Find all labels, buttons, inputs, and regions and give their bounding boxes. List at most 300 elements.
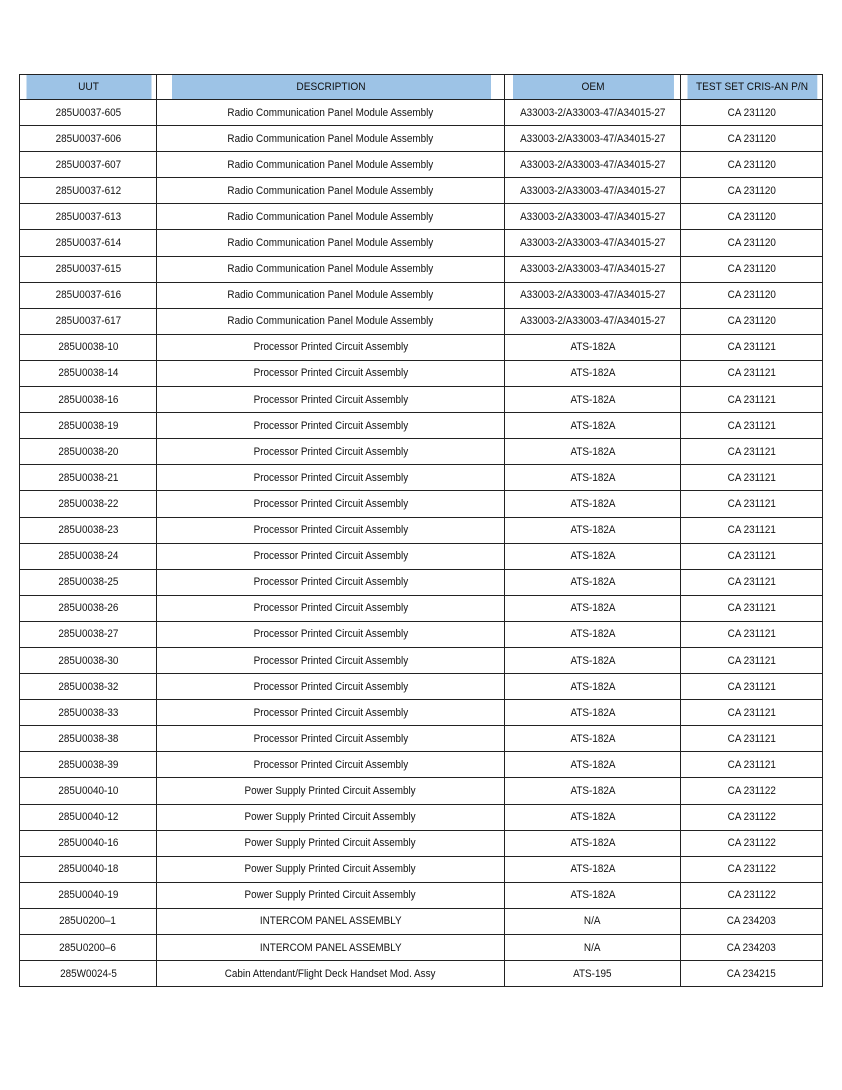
cell-description-text: Processor Printed Circuit Assembly xyxy=(253,628,408,641)
cell-oem-text: A33003-2/A33003-47/A34015-27 xyxy=(519,132,666,145)
cell-uut xyxy=(20,204,157,230)
cell-uut xyxy=(20,360,157,386)
table-row xyxy=(20,204,823,230)
cell-oem xyxy=(505,543,681,569)
cell-test-set-text: CA 231121 xyxy=(727,732,776,745)
cell-test-set-text: CA 231121 xyxy=(727,654,776,667)
table-row xyxy=(20,465,823,491)
table-row xyxy=(20,334,823,360)
cell-test-set xyxy=(681,804,823,830)
cell-test-set-text: CA 231120 xyxy=(727,158,776,171)
cell-description xyxy=(157,961,505,987)
cell-oem xyxy=(505,595,681,621)
cell-test-set-text: CA 231122 xyxy=(727,784,776,797)
cell-oem xyxy=(505,569,681,595)
cell-test-set xyxy=(681,308,823,334)
cell-test-set-text: CA 231120 xyxy=(727,315,776,328)
cell-test-set-text: CA 231121 xyxy=(727,471,776,484)
cell-oem-text: N/A xyxy=(584,941,601,954)
header-description: DESCRIPTION xyxy=(170,75,490,100)
cell-uut-text: 285U0038-30 xyxy=(57,654,118,667)
cell-test-set xyxy=(681,100,823,126)
cell-description-text: Radio Communication Panel Module Assembly xyxy=(227,315,434,328)
cell-oem-text: N/A xyxy=(584,915,601,928)
cell-uut-text: 285U0038-25 xyxy=(57,576,118,589)
cell-uut-text: 285W0024-5 xyxy=(59,967,117,980)
cell-test-set-text: CA 231122 xyxy=(727,811,776,824)
cell-uut xyxy=(20,961,157,987)
cell-description xyxy=(157,178,505,204)
cell-oem-text: ATS-182A xyxy=(570,628,615,641)
cell-oem xyxy=(505,517,681,543)
cell-uut xyxy=(20,908,157,934)
cell-uut xyxy=(20,856,157,882)
cell-oem xyxy=(505,256,681,282)
cell-description-text: Radio Communication Panel Module Assembly xyxy=(227,289,434,302)
cell-description xyxy=(157,256,505,282)
table-row xyxy=(20,752,823,778)
cell-description xyxy=(157,935,505,961)
cell-uut-text: 285U0038-10 xyxy=(57,341,118,354)
cell-oem-text: ATS-182A xyxy=(570,393,615,406)
table-row xyxy=(20,700,823,726)
table-row xyxy=(20,778,823,804)
cell-oem-text: ATS-182A xyxy=(570,863,615,876)
cell-description-text: Processor Printed Circuit Assembly xyxy=(253,758,408,771)
cell-description-text: Processor Printed Circuit Assembly xyxy=(253,419,408,432)
cell-test-set-text: CA 231121 xyxy=(727,550,776,563)
table-row xyxy=(20,569,823,595)
cell-uut xyxy=(20,439,157,465)
table-row xyxy=(20,647,823,673)
cell-description-text: Processor Printed Circuit Assembly xyxy=(253,393,408,406)
cell-oem xyxy=(505,804,681,830)
cell-description-text: Radio Communication Panel Module Assembly xyxy=(227,237,434,250)
cell-oem-text: A33003-2/A33003-47/A34015-27 xyxy=(519,158,666,171)
cell-oem-text: A33003-2/A33003-47/A34015-27 xyxy=(519,210,666,223)
cell-oem-text: A33003-2/A33003-47/A34015-27 xyxy=(519,237,666,250)
cell-uut-text: 285U0038-19 xyxy=(57,419,118,432)
cell-description xyxy=(157,830,505,856)
cell-test-set xyxy=(681,674,823,700)
cell-uut xyxy=(20,126,157,152)
cell-description xyxy=(157,152,505,178)
header-test-set: TEST SET CRIS-AN P/N xyxy=(686,75,817,100)
cell-oem xyxy=(505,204,681,230)
table-row xyxy=(20,152,823,178)
cell-uut xyxy=(20,882,157,908)
cell-uut-text: 285U0037-617 xyxy=(55,315,121,328)
table-row xyxy=(20,830,823,856)
cell-test-set xyxy=(681,726,823,752)
cell-test-set xyxy=(681,256,823,282)
cell-description-text: Processor Printed Circuit Assembly xyxy=(253,706,408,719)
table-row xyxy=(20,517,823,543)
cell-test-set-text: CA 231122 xyxy=(727,837,776,850)
header-oem: OEM xyxy=(512,75,674,100)
table-row xyxy=(20,726,823,752)
cell-description xyxy=(157,387,505,413)
cell-description-text: Power Supply Printed Circuit Assembly xyxy=(244,837,417,850)
cell-oem-text: ATS-182A xyxy=(570,732,615,745)
cell-uut xyxy=(20,778,157,804)
cell-uut-text: 285U0040-10 xyxy=(57,784,118,797)
cell-uut-text: 285U0040-12 xyxy=(57,811,118,824)
cell-oem-text: ATS-182A xyxy=(570,445,615,458)
cell-uut xyxy=(20,178,157,204)
cell-oem xyxy=(505,387,681,413)
cell-oem xyxy=(505,674,681,700)
cell-test-set-text: CA 231121 xyxy=(727,445,776,458)
cell-uut xyxy=(20,830,157,856)
cell-uut-text: 285U0200–1 xyxy=(59,915,117,928)
cell-description xyxy=(157,882,505,908)
cell-oem-text: ATS-182A xyxy=(570,811,615,824)
cell-test-set xyxy=(681,491,823,517)
cell-test-set-text: CA 231120 xyxy=(727,237,776,250)
cell-test-set xyxy=(681,778,823,804)
cell-description xyxy=(157,360,505,386)
table-row xyxy=(20,621,823,647)
cell-description xyxy=(157,282,505,308)
cell-uut xyxy=(20,700,157,726)
table-row xyxy=(20,882,823,908)
cell-uut xyxy=(20,543,157,569)
cell-oem xyxy=(505,830,681,856)
cell-oem xyxy=(505,856,681,882)
test-set-table xyxy=(19,74,823,987)
table-row xyxy=(20,935,823,961)
cell-oem xyxy=(505,908,681,934)
cell-description-text: Radio Communication Panel Module Assembly xyxy=(227,106,434,119)
table-row xyxy=(20,100,823,126)
cell-uut-text: 285U0038-32 xyxy=(57,680,118,693)
cell-uut-text: 285U0038-14 xyxy=(57,367,118,380)
cell-oem-text: A33003-2/A33003-47/A34015-27 xyxy=(519,106,666,119)
cell-uut xyxy=(20,491,157,517)
cell-oem-text: ATS-182A xyxy=(570,706,615,719)
cell-oem xyxy=(505,230,681,256)
cell-description-text: Processor Printed Circuit Assembly xyxy=(253,497,408,510)
cell-uut-text: 285U0037-613 xyxy=(55,210,121,223)
cell-oem xyxy=(505,935,681,961)
cell-uut xyxy=(20,230,157,256)
cell-uut-text: 285U0038-23 xyxy=(57,524,118,537)
cell-description-text: Processor Printed Circuit Assembly xyxy=(253,471,408,484)
cell-test-set xyxy=(681,204,823,230)
cell-oem-text: ATS-195 xyxy=(573,967,612,980)
cell-description-text: INTERCOM PANEL ASSEMBLY xyxy=(259,941,402,954)
cell-uut-text: 285U0038-39 xyxy=(57,758,118,771)
cell-test-set xyxy=(681,439,823,465)
cell-oem-text: A33003-2/A33003-47/A34015-27 xyxy=(519,289,666,302)
cell-test-set-text: CA 231121 xyxy=(727,628,776,641)
table-row xyxy=(20,595,823,621)
cell-oem xyxy=(505,961,681,987)
cell-description-text: Power Supply Printed Circuit Assembly xyxy=(244,863,417,876)
cell-test-set xyxy=(681,282,823,308)
cell-test-set xyxy=(681,569,823,595)
cell-description xyxy=(157,100,505,126)
cell-description-text: Radio Communication Panel Module Assembly xyxy=(227,132,434,145)
cell-uut-text: 285U0037-605 xyxy=(55,106,121,119)
cell-test-set-text: CA 234215 xyxy=(727,967,776,980)
cell-oem-text: ATS-182A xyxy=(570,471,615,484)
cell-test-set-text: CA 231121 xyxy=(727,341,776,354)
cell-description-text: Processor Printed Circuit Assembly xyxy=(253,732,408,745)
cell-test-set-text: CA 231121 xyxy=(727,367,776,380)
cell-test-set-text: CA 231120 xyxy=(727,184,776,197)
cell-test-set xyxy=(681,334,823,360)
cell-description xyxy=(157,569,505,595)
cell-oem-text: A33003-2/A33003-47/A34015-27 xyxy=(519,184,666,197)
cell-description xyxy=(157,543,505,569)
cell-description xyxy=(157,856,505,882)
cell-description-text: Processor Printed Circuit Assembly xyxy=(253,576,408,589)
cell-test-set xyxy=(681,700,823,726)
cell-oem xyxy=(505,178,681,204)
cell-oem-text: ATS-182A xyxy=(570,654,615,667)
cell-description xyxy=(157,334,505,360)
cell-test-set xyxy=(681,543,823,569)
cell-description-text: Radio Communication Panel Module Assembly xyxy=(227,158,434,171)
cell-oem-text: ATS-182A xyxy=(570,680,615,693)
table-row xyxy=(20,360,823,386)
cell-description xyxy=(157,752,505,778)
cell-uut-text: 285U0038-22 xyxy=(57,497,118,510)
cell-test-set xyxy=(681,908,823,934)
cell-description xyxy=(157,700,505,726)
cell-test-set-text: CA 231122 xyxy=(727,889,776,902)
cell-description-text: Cabin Attendant/Flight Deck Handset Mod. Assy xyxy=(225,967,436,980)
cell-description-text: INTERCOM PANEL ASSEMBLY xyxy=(259,915,402,928)
table-row xyxy=(20,961,823,987)
table-row xyxy=(20,804,823,830)
cell-description xyxy=(157,517,505,543)
cell-test-set-text: CA 231121 xyxy=(727,497,776,510)
cell-test-set xyxy=(681,465,823,491)
cell-uut-text: 285U0040-19 xyxy=(57,889,118,902)
cell-uut xyxy=(20,935,157,961)
cell-description-text: Processor Printed Circuit Assembly xyxy=(253,680,408,693)
cell-oem-text: A33003-2/A33003-47/A34015-27 xyxy=(519,315,666,328)
cell-test-set xyxy=(681,178,823,204)
cell-oem xyxy=(505,726,681,752)
cell-test-set xyxy=(681,387,823,413)
table-row xyxy=(20,491,823,517)
table-body xyxy=(20,100,823,987)
cell-description-text: Radio Communication Panel Module Assembly xyxy=(227,210,434,223)
cell-oem xyxy=(505,882,681,908)
cell-uut xyxy=(20,308,157,334)
cell-description xyxy=(157,126,505,152)
cell-oem xyxy=(505,152,681,178)
cell-uut-text: 285U0038-26 xyxy=(57,602,118,615)
cell-test-set xyxy=(681,517,823,543)
cell-description-text: Processor Printed Circuit Assembly xyxy=(253,524,408,537)
cell-uut xyxy=(20,282,157,308)
cell-test-set-text: CA 231120 xyxy=(727,263,776,276)
cell-oem xyxy=(505,778,681,804)
cell-oem-text: ATS-182A xyxy=(570,889,615,902)
cell-test-set-text: CA 231120 xyxy=(727,132,776,145)
cell-oem xyxy=(505,282,681,308)
cell-test-set-text: CA 234203 xyxy=(727,915,776,928)
cell-description xyxy=(157,778,505,804)
cell-uut xyxy=(20,152,157,178)
cell-description-text: Processor Printed Circuit Assembly xyxy=(253,602,408,615)
cell-description-text: Power Supply Printed Circuit Assembly xyxy=(244,784,417,797)
cell-test-set-text: CA 231121 xyxy=(727,393,776,406)
cell-oem-text: ATS-182A xyxy=(570,550,615,563)
cell-oem-text: ATS-182A xyxy=(570,576,615,589)
cell-description-text: Processor Printed Circuit Assembly xyxy=(253,367,408,380)
cell-uut-text: 285U0040-18 xyxy=(57,863,118,876)
cell-uut xyxy=(20,726,157,752)
cell-oem-text: ATS-182A xyxy=(570,524,615,537)
cell-description xyxy=(157,439,505,465)
cell-uut-text: 285U0038-27 xyxy=(57,628,118,641)
cell-uut xyxy=(20,804,157,830)
cell-oem-text: ATS-182A xyxy=(570,784,615,797)
cell-uut-text: 285U0040-16 xyxy=(57,837,118,850)
cell-oem xyxy=(505,621,681,647)
cell-oem xyxy=(505,334,681,360)
cell-oem-text: ATS-182A xyxy=(570,367,615,380)
cell-description-text: Processor Printed Circuit Assembly xyxy=(253,550,408,563)
table-row xyxy=(20,230,823,256)
cell-uut-text: 285U0038-38 xyxy=(57,732,118,745)
cell-uut xyxy=(20,647,157,673)
cell-oem-text: ATS-182A xyxy=(570,602,615,615)
cell-test-set-text: CA 231121 xyxy=(727,524,776,537)
table-row xyxy=(20,282,823,308)
cell-test-set-text: CA 234203 xyxy=(727,941,776,954)
cell-test-set-text: CA 231120 xyxy=(727,210,776,223)
cell-test-set xyxy=(681,752,823,778)
cell-uut-text: 285U0038-21 xyxy=(57,471,118,484)
cell-description-text: Power Supply Printed Circuit Assembly xyxy=(244,811,417,824)
cell-test-set xyxy=(681,647,823,673)
cell-description xyxy=(157,465,505,491)
table-row xyxy=(20,126,823,152)
cell-description xyxy=(157,308,505,334)
cell-description xyxy=(157,230,505,256)
cell-uut-text: 285U0037-616 xyxy=(55,289,121,302)
table-row xyxy=(20,256,823,282)
cell-description xyxy=(157,647,505,673)
table-row xyxy=(20,543,823,569)
cell-oem-text: ATS-182A xyxy=(570,419,615,432)
cell-uut-text: 285U0037-607 xyxy=(55,158,121,171)
table-row xyxy=(20,674,823,700)
cell-uut xyxy=(20,413,157,439)
cell-oem xyxy=(505,126,681,152)
cell-test-set-text: CA 231121 xyxy=(727,576,776,589)
cell-oem-text: ATS-182A xyxy=(570,837,615,850)
cell-test-set-text: CA 231121 xyxy=(727,680,776,693)
cell-test-set-text: CA 231121 xyxy=(727,706,776,719)
cell-test-set xyxy=(681,961,823,987)
cell-uut-text: 285U0038-24 xyxy=(57,550,118,563)
cell-oem-text: ATS-182A xyxy=(570,497,615,510)
cell-description xyxy=(157,595,505,621)
cell-uut xyxy=(20,256,157,282)
cell-oem xyxy=(505,308,681,334)
cell-description xyxy=(157,726,505,752)
cell-test-set xyxy=(681,882,823,908)
table-header xyxy=(20,75,823,100)
cell-uut-text: 285U0037-606 xyxy=(55,132,121,145)
table-row xyxy=(20,439,823,465)
cell-description xyxy=(157,204,505,230)
cell-test-set xyxy=(681,360,823,386)
cell-uut-text: 285U0200–6 xyxy=(59,941,117,954)
cell-description xyxy=(157,413,505,439)
cell-description-text: Radio Communication Panel Module Assembly xyxy=(227,184,434,197)
cell-test-set xyxy=(681,126,823,152)
cell-uut xyxy=(20,100,157,126)
cell-uut xyxy=(20,621,157,647)
cell-test-set-text: CA 231122 xyxy=(727,863,776,876)
cell-description-text: Radio Communication Panel Module Assembly xyxy=(227,263,434,276)
cell-oem xyxy=(505,647,681,673)
cell-oem-text: ATS-182A xyxy=(570,758,615,771)
cell-oem-text: ATS-182A xyxy=(570,341,615,354)
cell-description-text: Power Supply Printed Circuit Assembly xyxy=(244,889,417,902)
cell-test-set-text: CA 231121 xyxy=(727,758,776,771)
cell-uut-text: 285U0038-16 xyxy=(57,393,118,406)
cell-test-set xyxy=(681,830,823,856)
cell-description xyxy=(157,621,505,647)
cell-test-set-text: CA 231120 xyxy=(727,106,776,119)
cell-uut xyxy=(20,595,157,621)
cell-description-text: Processor Printed Circuit Assembly xyxy=(253,341,408,354)
cell-uut-text: 285U0038-20 xyxy=(57,445,118,458)
table-row xyxy=(20,387,823,413)
cell-uut-text: 285U0037-614 xyxy=(55,237,121,250)
cell-uut xyxy=(20,465,157,491)
cell-uut xyxy=(20,569,157,595)
cell-uut-text: 285U0037-615 xyxy=(55,263,121,276)
cell-description xyxy=(157,674,505,700)
cell-test-set-text: CA 231120 xyxy=(727,289,776,302)
cell-uut xyxy=(20,752,157,778)
cell-description xyxy=(157,908,505,934)
header-row xyxy=(20,75,823,100)
table-row xyxy=(20,856,823,882)
cell-description-text: Processor Printed Circuit Assembly xyxy=(253,445,408,458)
cell-description-text: Processor Printed Circuit Assembly xyxy=(253,654,408,667)
cell-description xyxy=(157,804,505,830)
cell-uut xyxy=(20,517,157,543)
cell-oem xyxy=(505,413,681,439)
cell-test-set xyxy=(681,935,823,961)
cell-uut xyxy=(20,674,157,700)
cell-oem xyxy=(505,100,681,126)
cell-test-set xyxy=(681,230,823,256)
cell-test-set xyxy=(681,413,823,439)
table-row xyxy=(20,308,823,334)
table-row xyxy=(20,413,823,439)
cell-uut-text: 285U0037-612 xyxy=(55,184,121,197)
cell-oem xyxy=(505,700,681,726)
table-row xyxy=(20,908,823,934)
cell-uut xyxy=(20,387,157,413)
cell-test-set xyxy=(681,856,823,882)
table-row xyxy=(20,178,823,204)
cell-test-set xyxy=(681,152,823,178)
